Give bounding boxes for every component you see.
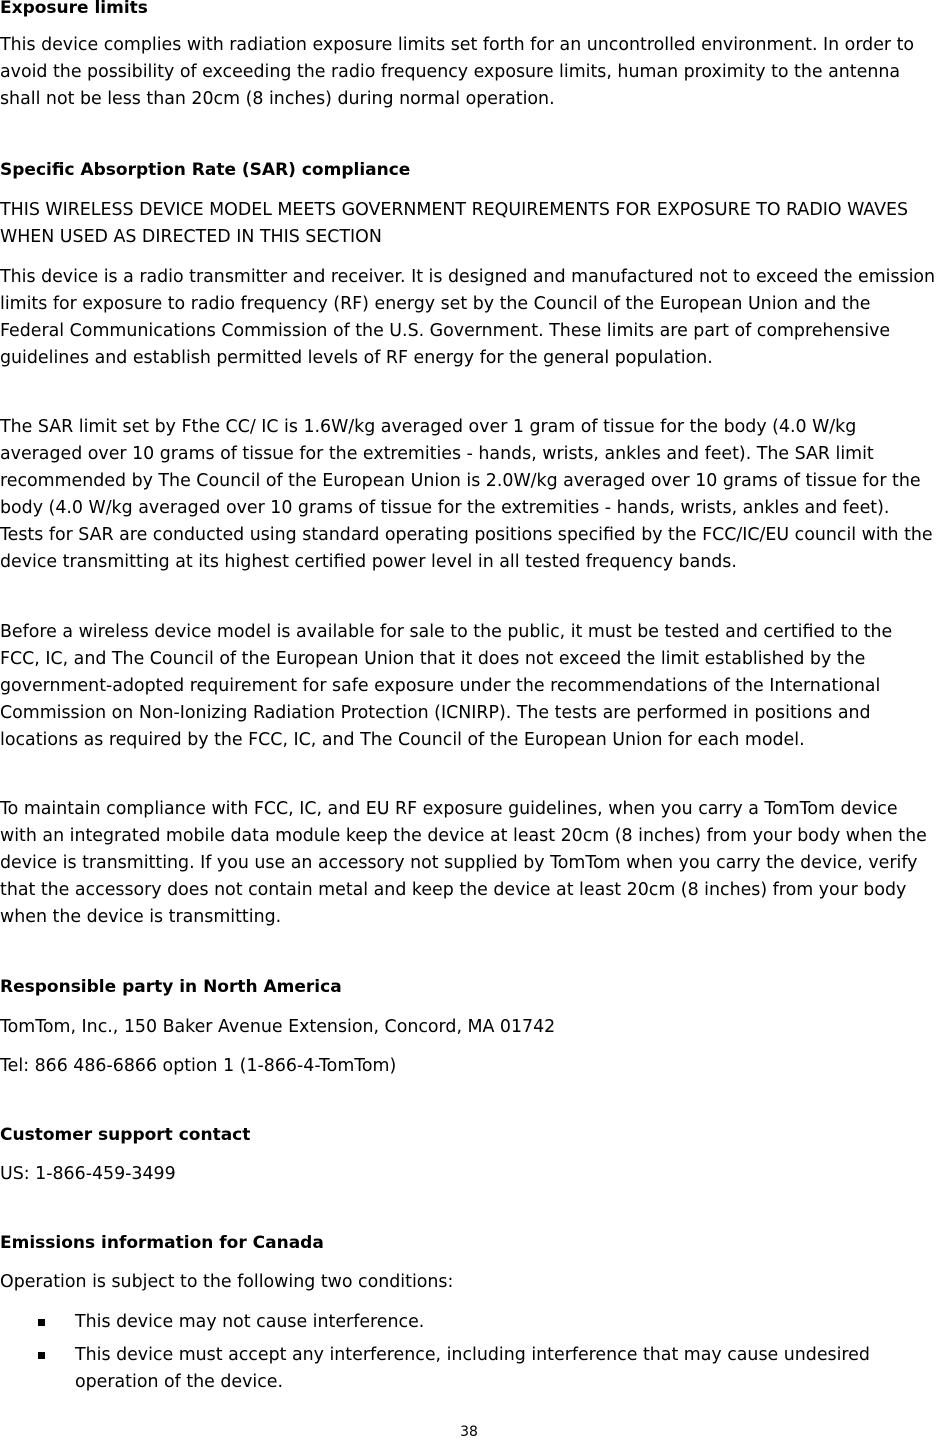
exposure-limits-paragraph: This device complies with radiation exposure limits set forth for an uncontrolled environment. In order to avoid the possibility of exceeding the radio frequency exposure limits, human proximity to the antenna shall not be less than 20cm (8 inches) during normal operation.: [0, 35, 915, 109]
heading-sar-compliance: Specific Absorption Rate (SAR) compliance: [0, 160, 411, 180]
sar-paragraph-transmitter: This device is a radio transmitter and receiver. It is designed and manufactured not to exceed the emission limits for exposure to radio frequency (RF) energy set by the Council of the European Union and the Federal Communications Commission of the U.S. Government. These limits are part of comprehensive guidelines and establish permitted levels of RF energy for the general population.: [0, 267, 936, 368]
heading-exposure-limits: Exposure limits: [0, 0, 148, 18]
condition-text: This device must accept any interference, including interference that may cause undesired operation of the device.: [75, 1345, 870, 1392]
sar-paragraph-compliance: To maintain compliance with FCC, IC, and EU RF exposure guidelines, when you carry a TomTom device with an integrated mobile data module keep the device at least 20cm (8 inches) from your body when the device is transmitting. If you use an accessory not supplied by TomTom when you carry the device, verify that the accessory does not contain metal and keep the device at least 20cm (8 inches) from your body when the device is transmitting.: [0, 799, 927, 927]
sar-paragraph-certification: Before a wireless device model is available for sale to the public, it must be tested and certified to the FCC, IC, and The Council of the European Union that it does not exceed the limit established by the government-adopted requirement for safe exposure under the recommendations of the International Commission on Non-Ionizing Radiation Protection (ICNIRP). The tests are performed in positions and locations as required by the FCC, IC, and The Council of the European Union for each model.: [0, 622, 893, 750]
page-number: 38: [460, 1424, 478, 1440]
canada-conditions-list: [0, 1309, 938, 1402]
responsible-party-address: TomTom, Inc., 150 Baker Avenue Extension, Concord, MA 01742: [0, 1017, 556, 1037]
heading-emissions-canada: Emissions information for Canada: [0, 1233, 324, 1253]
customer-support-phone: US: 1-866-459-3499: [0, 1164, 176, 1184]
canada-intro: Operation is subject to the following two conditions:: [0, 1272, 454, 1292]
heading-responsible-party: Responsible party in North America: [0, 977, 342, 997]
sar-caps-statement: THIS WIRELESS DEVICE MODEL MEETS GOVERNMENT REQUIREMENTS FOR EXPOSURE TO RADIO WAVES WHEN USED AS DIRECTED IN THIS SECTION: [0, 200, 909, 247]
square-bullet-icon: [38, 1319, 45, 1326]
responsible-party-phone: Tel: 866 486-6866 option 1 (1-866-4-TomTom): [0, 1056, 397, 1076]
sar-paragraph-limits: The SAR limit set by Fthe CC/ IC is 1.6W/kg averaged over 1 gram of tissue for the body (4.0 W/kg averaged over 10 grams of tissue for the extremities - hands, wrists, ankles and feet). The SAR limit recommended by The Council of the European Union is 2.0W/kg averaged over 10 grams of tissue for the body (4.0 W/kg averaged over 10 grams of tissue for the extremities - hands, wrists, ankles and feet). Tests for SAR are conducted using standard operating positions specified by the FCC/IC/EU council with the device transmitting at its highest certified power level in all tested frequency bands.: [0, 417, 933, 572]
square-bullet-icon: [38, 1352, 45, 1359]
heading-customer-support: Customer support contact: [0, 1125, 251, 1145]
list-item: [0, 1342, 938, 1396]
condition-text: This device may not cause interference.: [75, 1312, 425, 1332]
list-item: [0, 1309, 938, 1336]
